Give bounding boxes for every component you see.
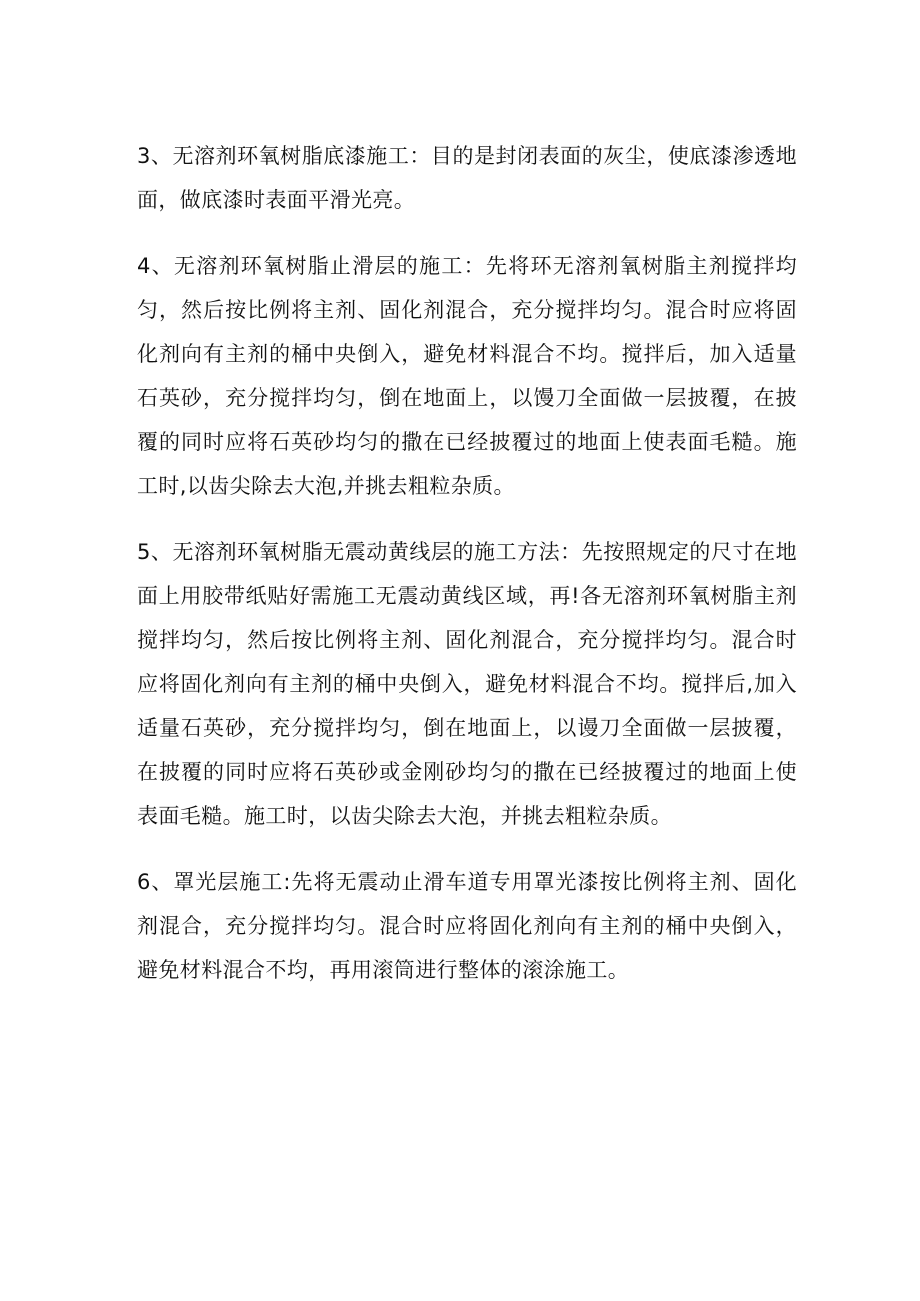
paragraph-step-4: 4、无溶剂环氧树脂止滑层的施工：先将环无溶剂氧树脂主剂搅拌均匀，然后按比例将主剂、固化剂混合，充分搅拌均匀。混合时应将固化剂向有主剂的桶中央倒入，避免材料混合不均。搅拌后，加入适量石英砂，充分搅拌均匀，倒在地面上，以馒刀全面做一层披覆，在披覆的同时应将石英砂均匀的撒在已经披覆过的地面上使表面毛糙。施工时,以齿尖除去大泡,并挑去粗粒杂质。 xyxy=(137,254,797,498)
paragraph-step-6: 6、罩光层施工:先将无震动止滑车道专用罩光漆按比例将主剂、固化剂混合，充分搅拌均匀。混合时应将固化剂向有主剂的桶中央倒入，避免材料混合不均，再用滚筒进行整体的滚涂施工。 xyxy=(137,870,797,982)
document-body xyxy=(137,134,797,1014)
paragraph-step-5: 5、无溶剂环氧树脂无震动黄线层的施工方法：先按照规定的尺寸在地面上用胶带纸贴好需施工无震动黄线区域，再!各无溶剂环氧树脂主剂搅拌均匀，然后按比例将主剂、固化剂混合，充分搅拌均匀。混合时应将固化剂向有主剂的桶中央倒入，避免材料混合不均。搅拌后,加入适量石英砂，充分搅拌均匀，倒在地面上，以谩刀全面做一层披覆，在披覆的同时应将石英砂或金刚砂均匀的撒在已经披覆过的地面上使表面毛糙。施工时，以齿尖除去大泡，并挑去粗粒杂质。 xyxy=(137,540,797,828)
paragraph-step-3: 3、无溶剂环氧树脂底漆施工：目的是封闭表面的灰尘，使底漆渗透地面，做底漆时表面平滑光亮。 xyxy=(137,144,797,212)
